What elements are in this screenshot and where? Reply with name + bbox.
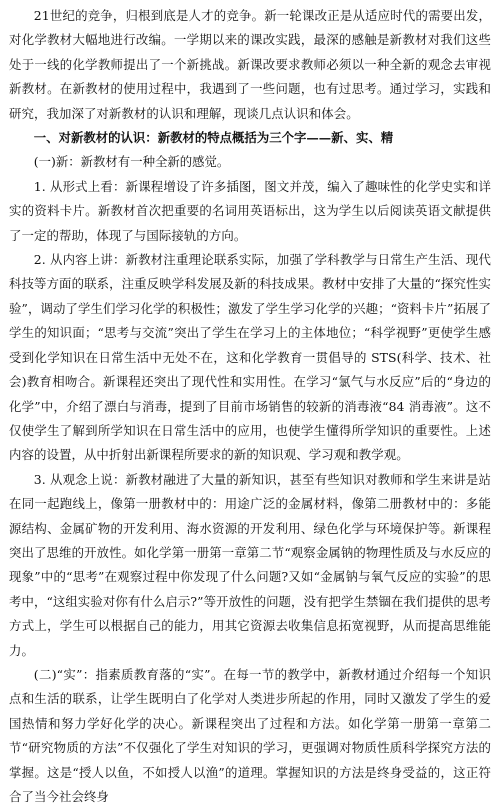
- point-3-concept: 3. 从观念上说：新教材融进了大量的新知识，甚至有些知识对教师和学生来讲是站在同一起跑线上，像第一册教材中的：用途广泛的金属材料，像第二册教材中的：多能源结构、金属矿物的开发利用、海水资源的开发利用、绿色化学与环境保护等。新课程突出了思维的开放性。如化学第一册第一章第二节“观察金属钠的物理性质及与水反应的现象”中的“思考”在观察过程中你发现了什么问题?又如“金属钠与氧气反应的实验”的思考中，“这组实验对你有什么启示?”等开放性的问题，没有把学生禁锢在我们提供的思考方式上，学生可以根据自己的能力，用其它资源去收集信息拓宽视野，从而提高思维能力。: [9, 471, 491, 658]
- subsection-solid: (二)“实”：指素质教育落的“实”。在每一节的教学中，新教材通过介绍每一个知识点和生活的联系，让学生既明白了化学对人类进步所起的作用，同时又激发了学生的爱国热情和努力学好化学的决心。新课程突出了过程和方法。如化学第一册第一章第二节“研究物质的方法”不仅强化了学生对知识的学习，更强调对物质性质科学探究方法的掌握。这是“授人以鱼，不如授人以渔”的道理。掌握知识的方法是终身受益的，这正符合了当今社会终身: [9, 666, 491, 804]
- intro-paragraph: 21世纪的竞争，归根到底是人才的竞争。新一轮课改正是从适应时代的需要出发，对化学教材大幅地进行改编。一学期以来的课改实践，最深的感触是新教材对我们这些处于一线的化学教师提出了一个新挑战。新课改要求教师必须以一种全新的观念去审视新教材。在新教材的使用过程中，我遇到了一些问题，也有过思考。通过学习，实践和研究，我加深了对新教材的认识和理解，现谈几点认识和体会。: [9, 8, 491, 121]
- point-2-content: 2. 从内容上讲：新教材注重理论联系实际，加强了学科教学与日常生产生活、现代科技等方面的联系，注重反映学科发展及新的科技成果。教材中安排了大量的“探究性实验”，调动了学生们学习化学的积极性；激发了学生学习化学的兴趣；“资料卡片”拓展了学生的知识面；“思考与交流”突出了学生在学习上的主体地位；“科学视野”更使学生感受到化学知识在日常生活中无处不在，这和化学教育一贯倡导的 STS(科学、技术、社会)教育相吻合。新课程还突出了现代性和实用性。在学习“氯气与水反应”后的“身边的化学”中，介绍了漂白与消毒，提到了目前市场销售的较新的消毒液“84 消毒液”。这不仅使学生了解到所学知识在日常生活中的应用，也使学生懂得所学知识的重要性。上述内容的设置，从中折射出新课程所要求的新的知识观、学习观和教学观。: [9, 252, 491, 463]
- section-heading: 一、对新教材的认识：新教材的特点概括为三个字——新、实、精: [33, 130, 394, 146]
- point-1-form: 1. 从形式上看：新课程增设了许多插图，图文并茂，编入了趣味性的化学史实和详实的资料卡片。新教材首次把重要的名词用英语标出，这为学生以后阅读英语文献提供了一定的帮助，体现了与国际接轨的方向。: [9, 178, 491, 243]
- subsection-heading-new: (一)新：新教材有一种全新的感觉。: [33, 154, 230, 170]
